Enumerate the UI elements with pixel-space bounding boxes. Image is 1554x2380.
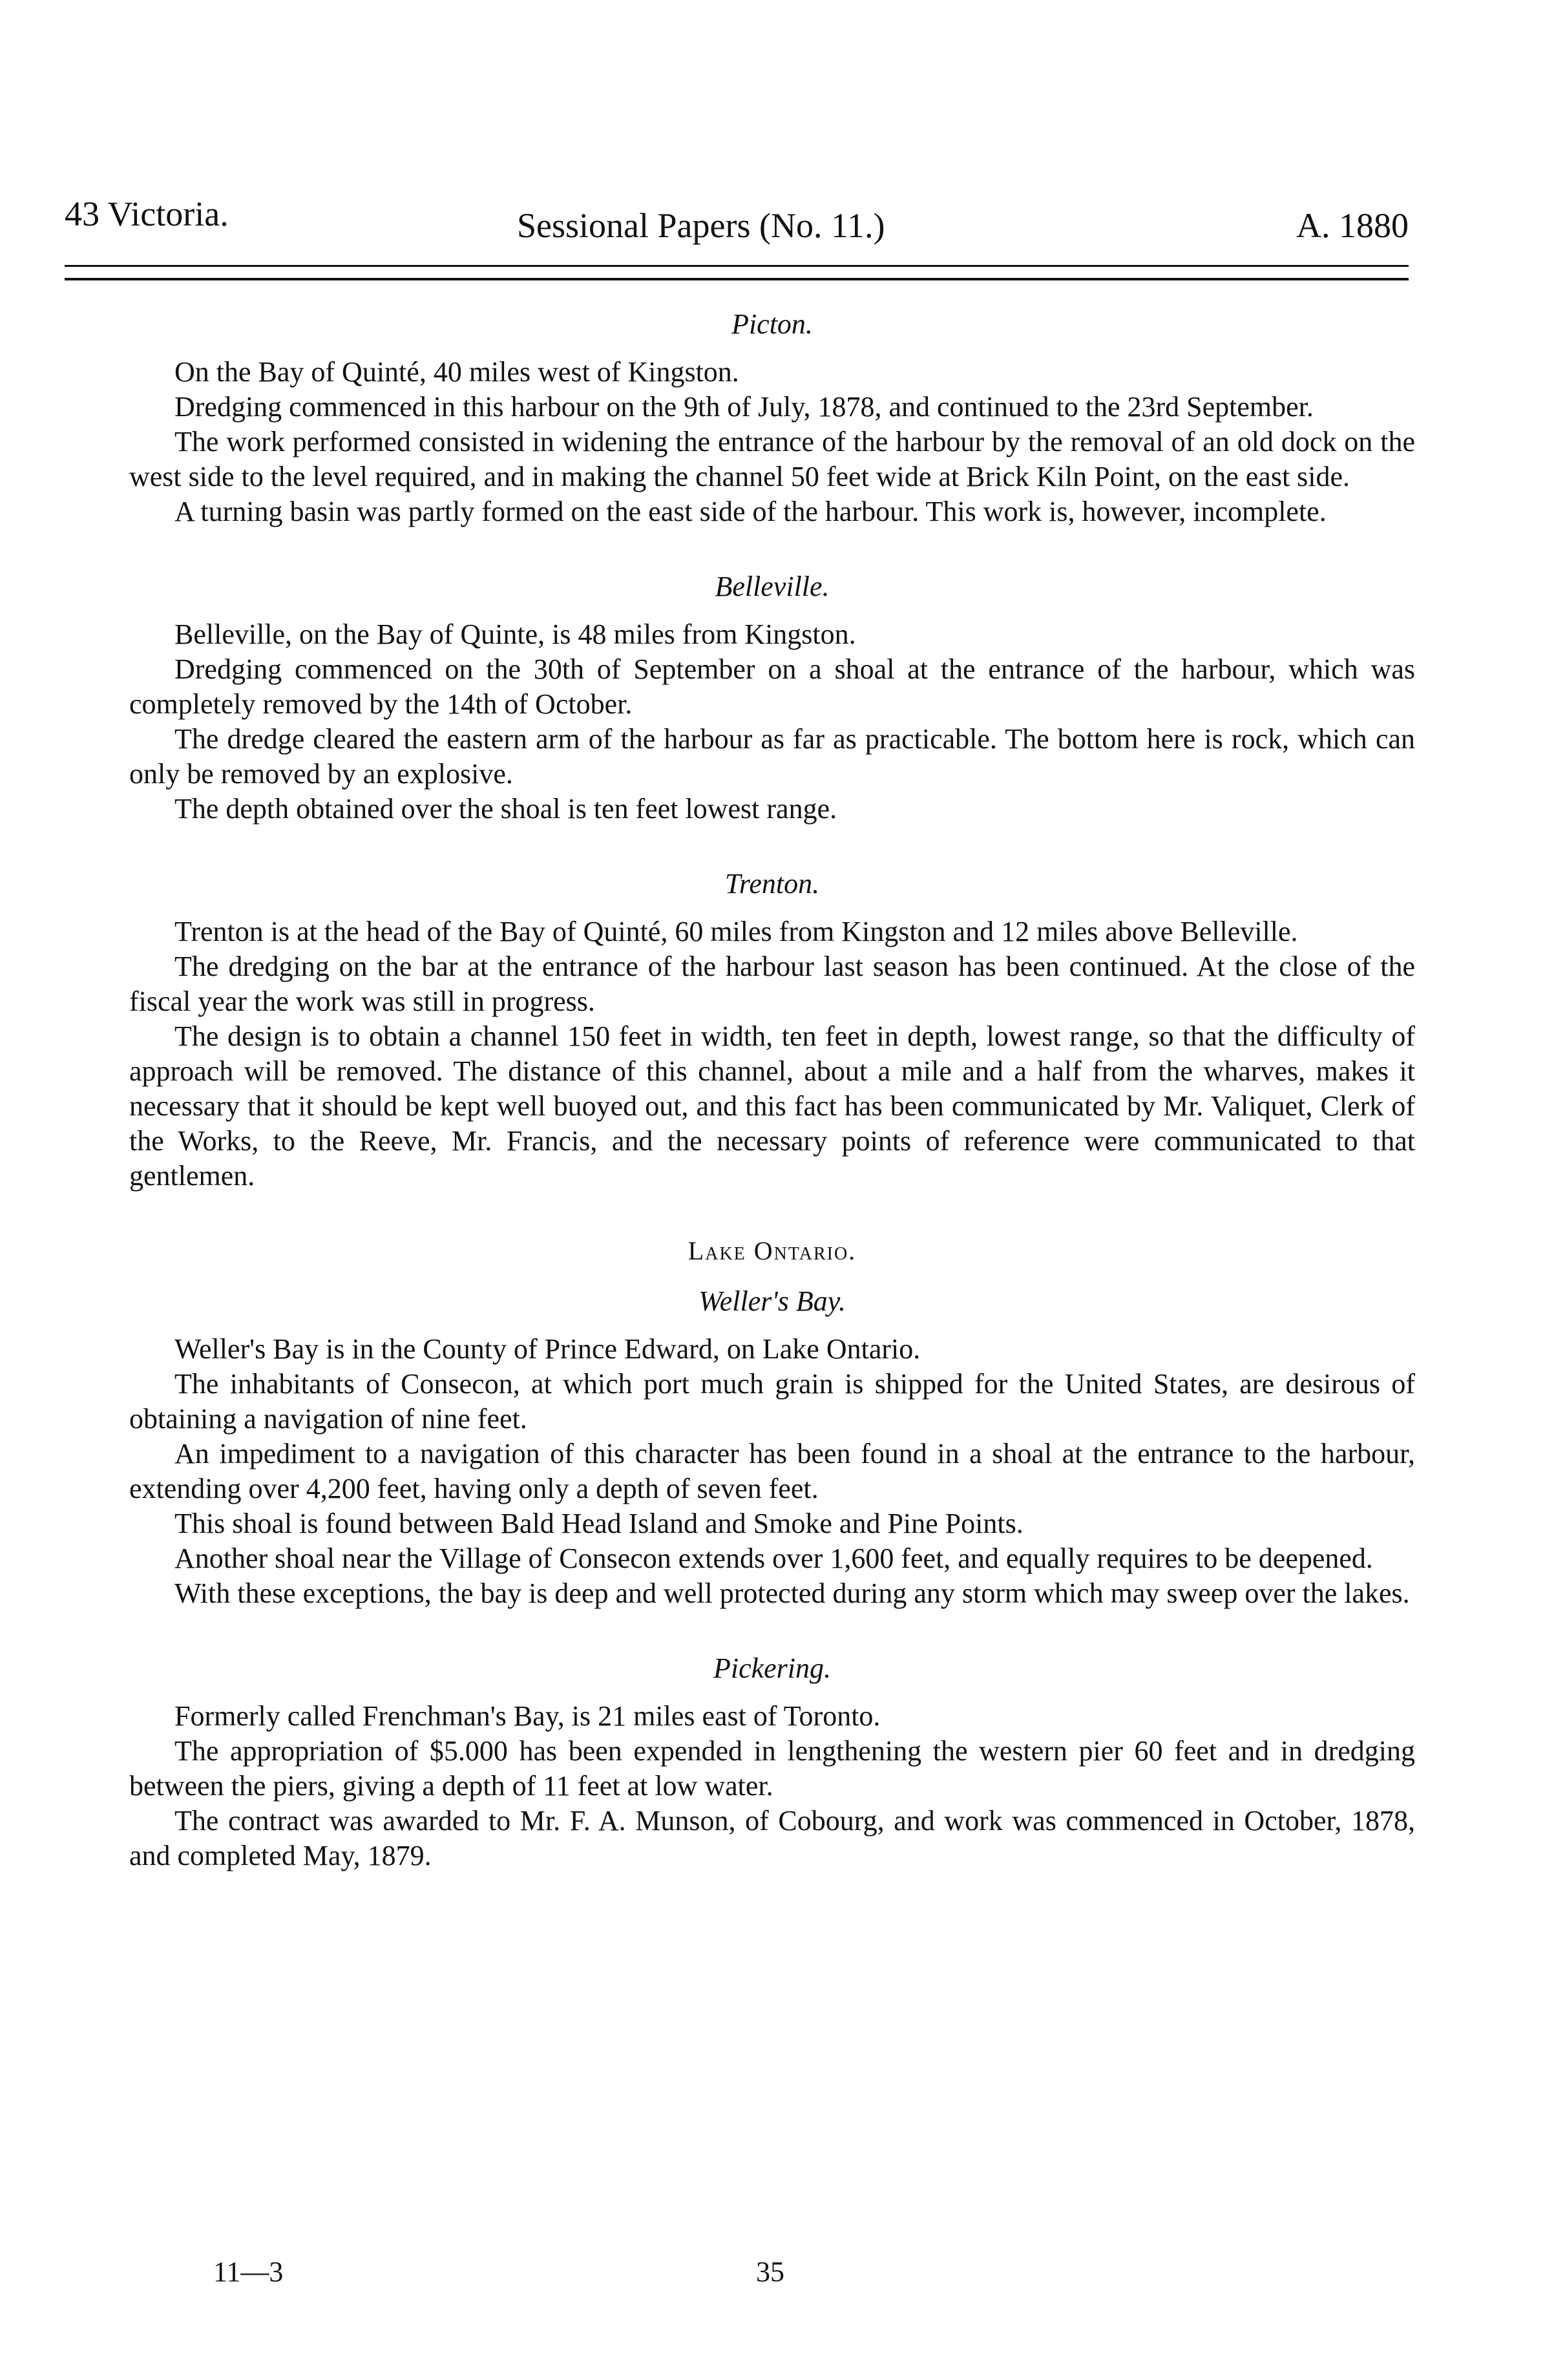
- paragraph: Another shoal near the Village of Consecon extends over 1,600 feet, and equally requires to be deepened.: [174, 1543, 1373, 1574]
- section-title: Trenton.: [724, 868, 820, 900]
- paragraph: On the Bay of Quinté, 40 miles west of Kingston.: [174, 356, 739, 388]
- page-number: 35: [756, 2256, 784, 2288]
- section-title: Picton.: [731, 308, 813, 340]
- paragraph: The dredge cleared the eastern arm of the harbour as far as practicable. The bottom here is rock, which can only be removed by an explosive.: [129, 723, 1415, 790]
- header-session: 43 Victoria.: [65, 195, 229, 233]
- page-header: [65, 194, 1409, 252]
- paragraph: The work performed consisted in widening the entrance of the harbour by the removal of an old dock on the west side to the level required, and in making the channel 50 feet wide at Brick Kiln Point, on the east side.: [129, 426, 1415, 492]
- paragraph: An impediment to a navigation of this character has been found in a shoal at the entrance to the harbour, extending over 4,200 feet, having only a depth of seven feet.: [129, 1438, 1415, 1504]
- paragraph: Belleville, on the Bay of Quinte, is 48 miles from Kingston.: [174, 618, 856, 650]
- section-wellers-bay: [129, 1284, 1415, 1611]
- paragraph: With these exceptions, the bay is deep and well protected during any storm which may sweep over the lakes.: [174, 1577, 1410, 1609]
- paragraph: Formerly called Frenchman's Bay, is 21 miles east of Toronto.: [174, 1700, 881, 1732]
- section-trenton: [129, 867, 1415, 1194]
- lake-ontario-heading: Lake Ontario.: [688, 1236, 857, 1265]
- header-year: A. 1880: [1296, 206, 1409, 245]
- header-rule-thick: [65, 278, 1409, 280]
- paragraph: A turning basin was partly formed on the east side of the harbour. This work is, however, incomplete.: [174, 496, 1327, 527]
- section-title: Weller's Bay.: [698, 1285, 846, 1317]
- paragraph: The depth obtained over the shoal is ten feet lowest range.: [174, 793, 837, 825]
- section-title: Pickering.: [713, 1652, 832, 1684]
- paragraph: The inhabitants of Consecon, at which port much grain is shipped for the United States, are desirous of obtaining a navigation of nine feet.: [129, 1368, 1415, 1435]
- paragraph: Trenton is at the head of the Bay of Quinté, 60 miles from Kingston and 12 miles above Belleville.: [174, 916, 1298, 947]
- paragraph: Dredging commenced in this harbour on the 9th of July, 1878, and continued to the 23rd September.: [174, 391, 1314, 423]
- section-picton: [129, 307, 1415, 529]
- section-title: Belleville.: [715, 571, 830, 602]
- paragraph: This shoal is found between Bald Head Island and Smoke and Pine Points.: [174, 1508, 1024, 1539]
- paragraph: The contract was awarded to Mr. F. A. Munson, of Cobourg, and work was commenced in October, 1878, and completed May, 1879.: [129, 1805, 1415, 1871]
- paragraph: The dredging on the bar at the entrance of the harbour last season has been continued. At the close of the fiscal year the work was still in progress.: [129, 951, 1415, 1017]
- section-belleville: [129, 569, 1415, 827]
- section-pickering: [129, 1651, 1415, 1873]
- paragraph: The design is to obtain a channel 150 feet in width, ten feet in depth, lowest range, so that the difficulty of approach will be removed. The distance of this channel, about a mile and a half from the wharves, makes it necessary that it should be kept well buoyed out, and this fact has been communicated by Mr. Valiquet, Clerk of the Works, to the Reeve, Mr. Francis, and the necessary points of reference were communicated to that gentlemen.: [129, 1020, 1415, 1192]
- header-rule-thin: [65, 265, 1409, 267]
- page-footer: [0, 2255, 1554, 2294]
- document-body: [129, 307, 1415, 1873]
- paragraph: Dredging commenced on the 30th of September on a shoal at the entrance of the harbour, which was completely removed by the 14th of October.: [129, 653, 1415, 720]
- header-title: Sessional Papers (No. 11.): [517, 206, 885, 245]
- paragraph: Weller's Bay is in the County of Prince Edward, on Lake Ontario.: [174, 1333, 921, 1365]
- paragraph: The appropriation of $5.000 has been expended in lengthening the western pier 60 feet and in dredging between the piers, giving a depth of 11 feet at low water.: [129, 1735, 1415, 1802]
- printer-signature: 11—3: [213, 2256, 284, 2288]
